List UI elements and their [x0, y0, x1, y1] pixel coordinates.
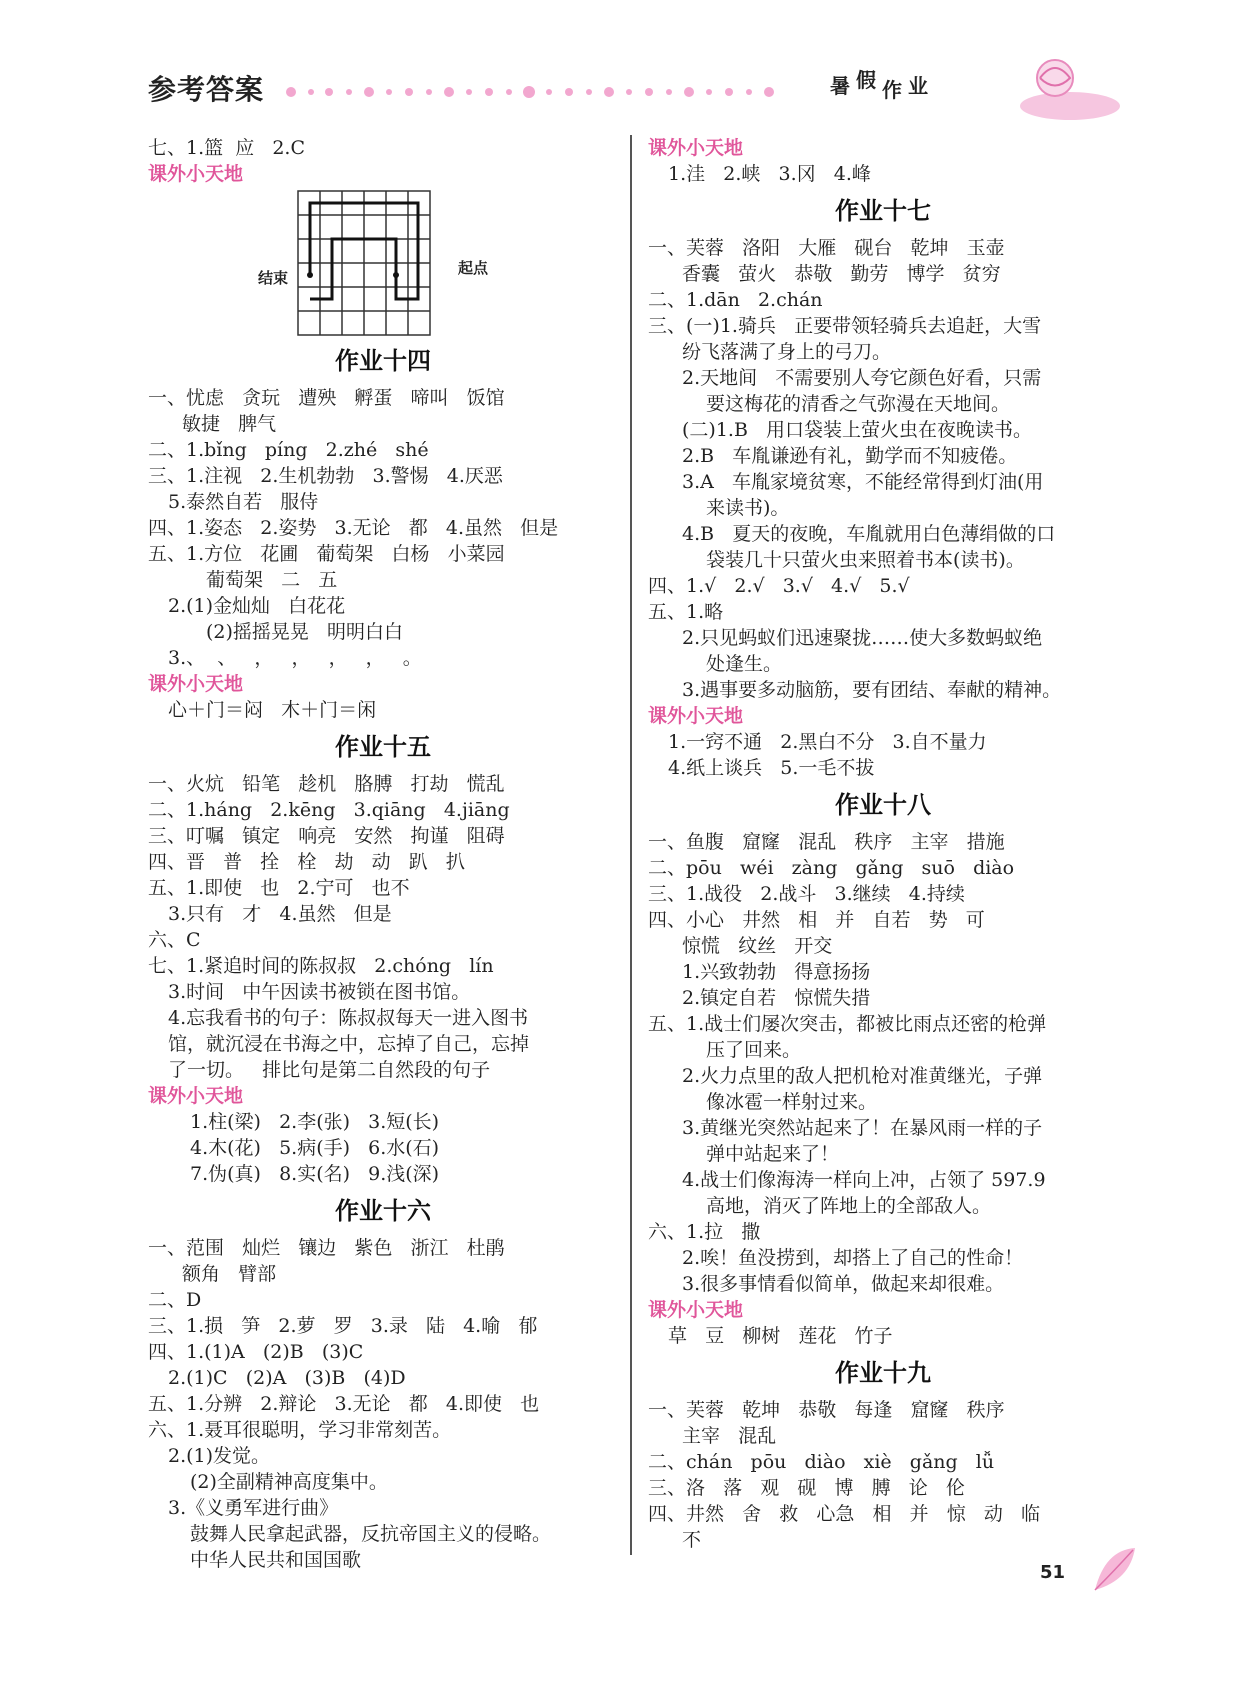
extra-corner-heading: 课外小天地 — [648, 137, 744, 159]
answer-line: 3.、 、 ， ， ， ， 。 — [168, 647, 422, 669]
page-number: 51 — [1040, 1562, 1066, 1583]
answer-line: 四、1.√ 2.√ 3.√ 4.√ 5.√ — [648, 575, 910, 597]
answer-line: 一、忧虑 贪玩 遭殃 孵蛋 啼叫 饭馆 — [148, 387, 505, 409]
section-title: 作业十九 — [835, 1359, 931, 1387]
answer-line: 香囊 萤火 恭敬 勤劳 博学 贫穷 — [682, 263, 1001, 285]
answer-line: 2.火力点里的敌人把机枪对准黄继光，子弹 — [682, 1065, 1043, 1087]
answer-line: 三、洛 落 观 砚 博 膊 论 伦 — [648, 1477, 965, 1499]
answer-line: 二、1.bǐng píng 2.zhé shé — [148, 439, 429, 461]
answer-line: 草 豆 柳树 莲花 竹子 — [668, 1325, 893, 1347]
grid-label-start: 起点 — [458, 259, 489, 277]
header-title: 参考答案 — [148, 73, 265, 106]
answer-line: 六、C — [148, 929, 201, 951]
answer-line: 一、芙蓉 乾坤 恭敬 每逢 窟窿 秩序 — [648, 1399, 1005, 1421]
answer-line: 中华人民共和国国歌 — [190, 1549, 362, 1571]
answer-line: 五、1.分辨 2.辩论 3.无论 都 4.即使 也 — [148, 1393, 540, 1415]
answer-line: 主宰 混乱 — [682, 1425, 777, 1447]
left-column — [148, 135, 618, 1573]
answer-line: 三、1.战役 2.战斗 3.继续 4.持续 — [648, 883, 965, 905]
answer-line: (二)1.B 用口袋装上萤火虫在夜晚读书。 — [682, 419, 1033, 441]
answer-line: 五、1.方位 花圃 葡萄架 白杨 小菜园 — [148, 543, 505, 565]
answer-line: 惊慌 纹丝 开交 — [682, 935, 833, 957]
answer-line: 五、1.即使 也 2.宁可 也不 — [148, 877, 410, 899]
extra-corner-heading: 课外小天地 — [648, 705, 744, 727]
answer-line: 一、火炕 铅笔 趁机 胳膊 打劫 慌乱 — [148, 773, 505, 795]
answer-line: 四、晋 普 拴 栓 劫 动 趴 扒 — [148, 851, 465, 873]
answer-line: 四、小心 井然 相 并 自若 势 可 — [648, 909, 985, 931]
answer-line: 4.战士们像海涛一样向上冲，占领了 597.9 — [682, 1169, 1046, 1191]
column-divider — [630, 135, 632, 1555]
answer-line: 弹中站起来了！ — [706, 1143, 840, 1165]
answer-line: 2.(1)金灿灿 白花花 — [168, 595, 346, 617]
grid-label-end: 结束 — [258, 269, 289, 287]
answer-line: 3.A 车胤家境贫寒，不能经常得到灯油(用 — [682, 471, 1044, 493]
answer-line: 额角 臂部 — [182, 1263, 277, 1285]
answer-line: 4.木(花) 5.病(手) 6.水(石) — [190, 1137, 440, 1159]
answer-line: 2.只见蚂蚁们迅速聚拢……使大多数蚂蚁绝 — [682, 627, 1043, 649]
answer-line: 压了回来。 — [706, 1039, 802, 1061]
decorative-leaf-icon — [1085, 1540, 1145, 1600]
extra-corner-heading: 课外小天地 — [148, 1085, 244, 1107]
answer-line: 二、1.dān 2.chán — [648, 289, 823, 311]
answer-line: 1.兴致勃勃 得意扬扬 — [682, 961, 871, 983]
section-title: 作业十八 — [835, 791, 931, 819]
answer-line: 五、1.略 — [648, 601, 724, 623]
brand-char-2: 假 — [856, 68, 876, 92]
answer-line: 1.柱(梁) 2.李(张) 3.短(长) — [190, 1111, 440, 1133]
extra-corner-heading: 课外小天地 — [148, 673, 244, 695]
answer-line: 心＋门＝闷 木＋门＝闲 — [168, 699, 377, 721]
answer-line: 六、1.聂耳很聪明，学习非常刻苦。 — [148, 1419, 452, 1441]
answer-line: 二、D — [148, 1289, 202, 1311]
book-brand — [830, 70, 934, 110]
answer-line: 2.(1)发觉。 — [168, 1445, 271, 1467]
answer-line: 不 — [682, 1529, 702, 1551]
answer-line: 纷飞落满了身上的弓刀。 — [682, 341, 892, 363]
extra-corner-heading: 课外小天地 — [148, 163, 244, 185]
answer-line: 三、叮嘱 镇定 响亮 安然 拘谨 阻碍 — [148, 825, 505, 847]
brand-char-4: 业 — [908, 74, 928, 98]
answer-line: 四、1.(1)A (2)B (3)C — [148, 1341, 364, 1363]
answer-line: 六、1.拉 撒 — [648, 1221, 761, 1243]
page-header — [0, 0, 1250, 130]
decorative-dots — [285, 82, 805, 102]
answer-line: 三、(一)1.骑兵 正要带领轻骑兵去追赶，大雪 — [648, 315, 1042, 337]
answer-line: 2.唉！鱼没捞到，却搭上了自己的性命！ — [682, 1247, 1024, 1269]
answer-line: 1.洼 2.峡 3.冈 4.峰 — [668, 163, 871, 185]
answer-line: 来读书)。 — [706, 497, 790, 519]
answer-line: 1.一窍不通 2.黑白不分 3.自不量力 — [668, 731, 987, 753]
maze-grid-figure — [148, 187, 618, 337]
answer-line: 敏捷 脾气 — [182, 413, 277, 435]
answer-line: 3.遇事要多动脑筋，要有团结、奉献的精神。 — [682, 679, 1062, 701]
answer-line: 七、1.篮 应 2.C — [148, 137, 305, 159]
answer-line: 三、1.损 笋 2.萝 罗 3.录 陆 4.喻 郁 — [148, 1315, 538, 1337]
answer-line: 4.B 夏天的夜晚，车胤就用白色薄绢做的口 — [682, 523, 1056, 545]
section-title: 作业十七 — [835, 197, 931, 225]
answer-line: 五、1.战士们屡次突击，都被比雨点还密的枪弹 — [648, 1013, 1047, 1035]
answer-line: 七、1.紧追时间的陈叔叔 2.chóng lín — [148, 955, 494, 977]
extra-corner-heading: 课外小天地 — [648, 1299, 744, 1321]
answer-line: 一、范围 灿烂 镶边 紫色 浙江 杜鹃 — [148, 1237, 505, 1259]
section-title: 作业十四 — [335, 347, 431, 375]
answer-line: 二、1.háng 2.kēng 3.qiāng 4.jiāng — [148, 799, 510, 821]
answer-line: 像冰雹一样射过来。 — [706, 1091, 878, 1113]
answer-line: (2)摇摇晃晃 明明白白 — [206, 621, 404, 643]
answer-line: 三、1.注视 2.生机勃勃 3.警惕 4.厌恶 — [148, 465, 503, 487]
answer-line: 2.镇定自若 惊慌失措 — [682, 987, 871, 1009]
answer-line: 3.时间 中午因读书被锁在图书馆。 — [168, 981, 471, 1003]
answer-line: 四、井然 舍 救 心急 相 并 惊 动 临 — [648, 1503, 1040, 1525]
answer-line: 一、鱼腹 窟窿 混乱 秩序 主宰 措施 — [648, 831, 1005, 853]
answer-line: 3.很多事情看似简单，做起来却很难。 — [682, 1273, 1005, 1295]
answer-line: 3.黄继光突然站起来了！在暴风雨一样的子 — [682, 1117, 1043, 1139]
brand-char-3: 作 — [882, 78, 902, 102]
answer-line: 5.泰然自若 服侍 — [168, 491, 319, 513]
answer-line: 二、chán pōu diào xiè gǎng lǚ — [648, 1451, 995, 1473]
answer-line: 2.B 车胤谦逊有礼，勤学而不知疲倦。 — [682, 445, 1018, 467]
answer-line: 4.忘我看书的句子：陈叔叔每天一进入图书 — [168, 1007, 529, 1029]
answer-line: 葡萄架 二 五 — [206, 569, 338, 591]
answer-line: 3.只有 才 4.虽然 但是 — [168, 903, 392, 925]
answer-line: 四、1.姿态 2.姿势 3.无论 都 4.虽然 但是 — [148, 517, 559, 539]
right-column — [648, 135, 1118, 1553]
answer-line: 了一切。 排比句是第二自然段的句子 — [168, 1059, 491, 1081]
section-title: 作业十五 — [335, 733, 431, 761]
answer-line: 一、芙蓉 洛阳 大雁 砚台 乾坤 玉壶 — [648, 237, 1005, 259]
answer-line: (2)全副精神高度集中。 — [190, 1471, 388, 1493]
answer-line: 馆，就沉浸在书海之中，忘掉了自己，忘掉 — [168, 1033, 530, 1055]
answer-line: 3.《义勇军进行曲》 — [168, 1497, 339, 1519]
decorative-swirl-icon — [1010, 48, 1120, 128]
answer-line: 2.(1)C (2)A (3)B (4)D — [168, 1367, 406, 1389]
answer-line: 二、pōu wéi zàng gǎng suō diào — [648, 857, 1015, 879]
answer-line: 4.纸上谈兵 5.一毛不拔 — [668, 757, 875, 779]
answer-line: 要这梅花的清香之气弥漫在天地间。 — [706, 393, 1011, 415]
answer-line: 高地，消灭了阵地上的全部敌人。 — [706, 1195, 992, 1217]
answer-line: 2.天地间 不需要别人夸它颜色好看，只需 — [682, 367, 1042, 389]
answer-line: 处逢生。 — [706, 653, 783, 675]
section-title: 作业十六 — [335, 1197, 431, 1225]
answer-line: 鼓舞人民拿起武器，反抗帝国主义的侵略。 — [190, 1523, 552, 1545]
answer-line: 袋装几十只萤火虫来照着书本(读书)。 — [706, 549, 1025, 571]
answer-line: 7.伪(真) 8.实(名) 9.浅(深) — [190, 1163, 440, 1185]
maze-grid-svg — [296, 189, 432, 337]
brand-char-1: 暑 — [830, 74, 850, 98]
